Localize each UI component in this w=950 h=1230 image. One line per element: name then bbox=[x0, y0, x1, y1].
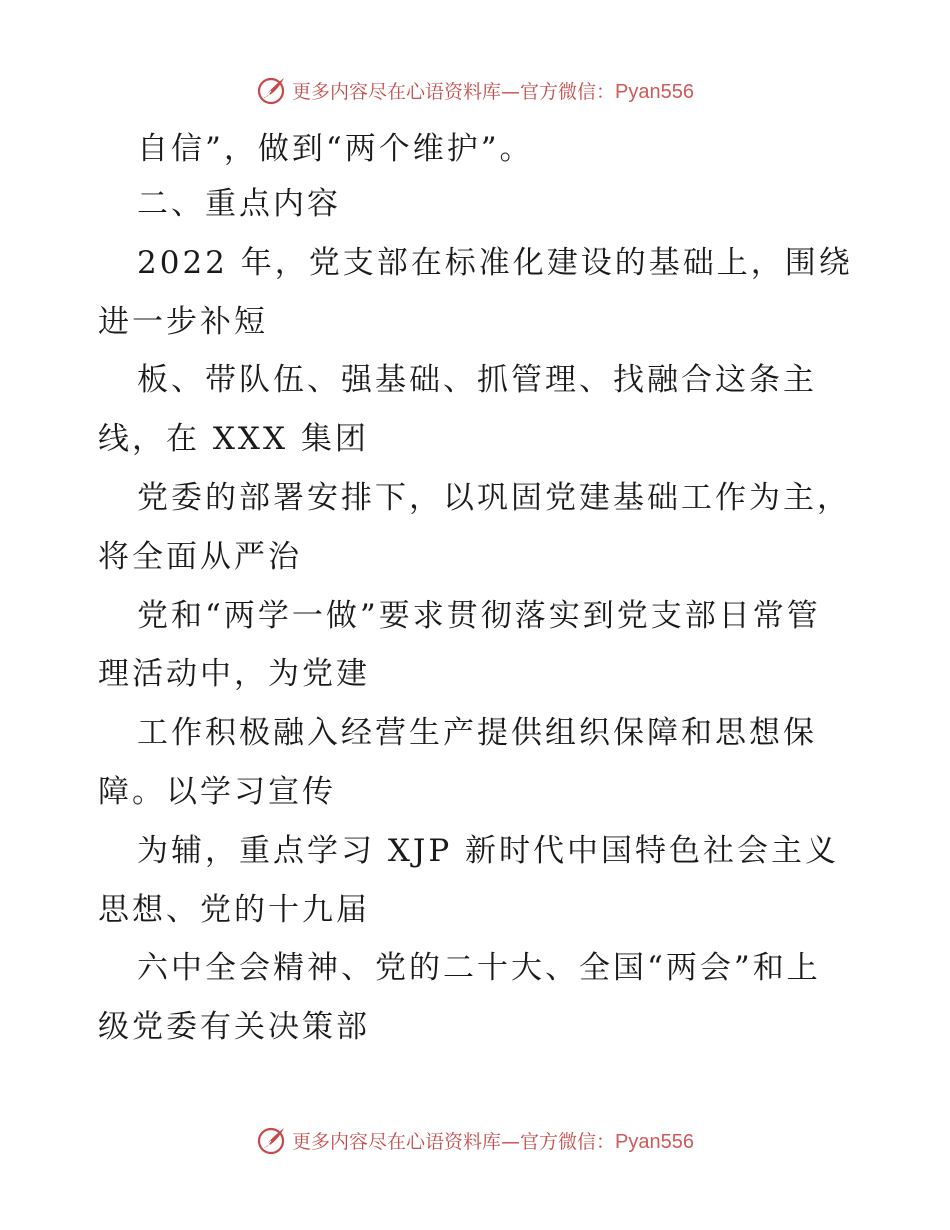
quill-pen-logo-icon bbox=[256, 1124, 288, 1156]
body-line: 自信”，做到“两个维护”。 bbox=[137, 131, 534, 167]
body-line: 为辅，重点学习 XJP 新时代中国特色社会主义 bbox=[137, 833, 840, 869]
body-line: 板、带队伍、强基础、抓管理、找融合这条主 bbox=[137, 362, 817, 398]
header-watermark bbox=[0, 70, 950, 110]
body-line: 思想、党的十九届 bbox=[98, 892, 370, 928]
body-line: 线，在 XXX 集团 bbox=[98, 421, 369, 457]
watermark-text: 更多内容尽在心语资料库—官方微信：Pyan556 bbox=[292, 1130, 694, 1153]
body-line: 将全面从严治 bbox=[98, 539, 302, 575]
body-line: 级党委有关决策部 bbox=[98, 1009, 370, 1045]
body-line: 障。以学习宣传 bbox=[98, 774, 336, 810]
body-line: 2022 年，党支部在标准化建设的基础上，围绕 bbox=[137, 245, 853, 281]
watermark-wechat-id: Pyan556 bbox=[615, 1130, 694, 1153]
body-line: 理活动中，为党建 bbox=[98, 656, 370, 692]
body-line: 工作积极融入经营生产提供组织保障和思想保 bbox=[137, 715, 817, 751]
footer-watermark bbox=[0, 1120, 950, 1160]
body-line: 六中全会精神、党的二十大、全国“两会”和上 bbox=[137, 950, 821, 986]
section-heading: 二、重点内容 bbox=[137, 186, 341, 222]
body-line: 党和“两学一做”要求贯彻落实到党支部日常管 bbox=[137, 598, 821, 634]
watermark-wechat-id: Pyan556 bbox=[615, 80, 694, 103]
quill-pen-logo-icon bbox=[256, 74, 288, 106]
body-line: 进一步补短 bbox=[98, 304, 268, 340]
watermark-text: 更多内容尽在心语资料库—官方微信：Pyan556 bbox=[292, 80, 694, 103]
body-line: 党委的部署安排下，以巩固党建基础工作为主， bbox=[137, 480, 851, 516]
